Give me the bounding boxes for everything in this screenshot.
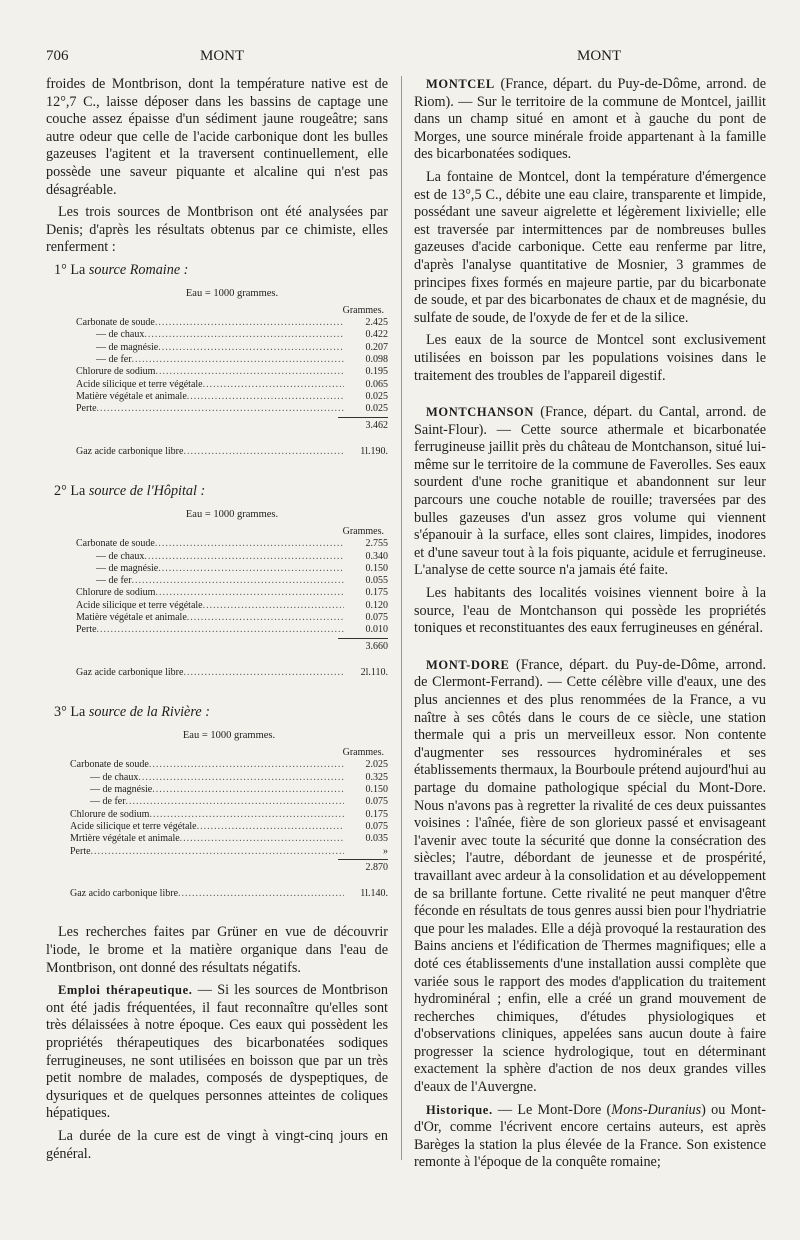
table-row: — de magnésie ..... 0.150	[76, 563, 388, 575]
table-row: — de fer ..... 0.098	[76, 354, 388, 366]
paragraph: Les eaux de la source de Montcel sont exclusivement utilisées en boisson par les populations voisines dans le traitement des troubles de l'appareil digestif.	[414, 332, 766, 384]
table-row: Acide silicique et terre végétale ..... 0.120	[76, 600, 388, 612]
entry-montchanson: MONTCHANSON (France, départ. du Cantal, arrond. de Saint-Flour). — Cette source athermale et bicarbonatée ferrugineuse jaillit près du château de Montchanson, situé lui-même sur le territoire de la commune de Faverolles. Ses eaux sourdent d'une roche granitique et abandonnent sur leur parcours une couche notable de rouille; traversées par des bulles gazeuses d'un assez gros volume qui viennent s'épanouir à la surface, elles sont claires, limpides, inodores et d'une saveur tout à la fois piquante, acidule et ferrugineuse. L'analyse de cette source n'a jamais été faite.	[414, 404, 766, 579]
paragraph: Emploi thérapeutique. — Si les sources de Montbrison ont été jadis fréquentées, il faut reconnaître qu'elles sont très délaissées à notre époque. Ces eaux qui possèdent les propriétés thérapeutiques des bicarbonatées sodiques ferrugineuses, ne sont utilisées en boisson que par un très petit nombre de malades, composés de dyspeptiques, de dysuriques et de quelques personnes atteintes de coliques hépatiques.	[46, 982, 388, 1122]
table-row: Matière végétale et animale ..... 0.075	[76, 612, 388, 624]
paragraph: Historique. — Le Mont-Dore (Mons-Duranius) ou Mont-d'Or, comme l'écrivent encore certains auteurs, est après Barèges la station la plus élevée de la France. Son existence remonte à l'époque de la conquête romaine;	[414, 1101, 766, 1171]
table-row: — de chaux ..... 0.422	[76, 329, 388, 341]
page-number: 706	[46, 48, 69, 64]
table-row: — de magnésie ..... 0.207	[76, 342, 388, 354]
unit-label: Grammes.	[342, 525, 384, 537]
column-divider	[401, 76, 402, 1160]
entry-head: MONTCEL	[426, 77, 495, 91]
table-total: 3.462	[76, 417, 388, 432]
analysis-table	[46, 288, 388, 459]
table-row: Matière végétale et animale ..... 0.025	[76, 391, 388, 403]
table-caption: Eau = 1000 grammes.	[185, 508, 279, 520]
right-column	[414, 76, 766, 1177]
paragraph: Les habitants des localités voisines viennent boire à la source, l'eau de Montchanson qui possède les propriétés toniques et reconstituantes des eaux ferrugineuses en général.	[414, 585, 766, 637]
unit-label: Grammes.	[342, 747, 384, 759]
source-heading: 3° La source de la Rivière :	[54, 704, 210, 721]
table-row: Chlorure de sodium ..... 0.175	[76, 587, 388, 599]
table-row: Perte ..... 0.010	[76, 624, 388, 636]
table-row: Chlorure de sodium ..... 0.175	[70, 809, 388, 821]
table-row: Mrtière végétale et animale ..... 0.035	[70, 833, 388, 845]
table-row: Chlorure de sodium ..... 0.195	[76, 366, 388, 378]
left-running-title: MONT	[200, 48, 245, 64]
table-row: — de fer ..... 0.075	[70, 796, 388, 808]
table-total: 3.660	[76, 638, 388, 653]
table-row: — de chaux ..... 0.325	[70, 772, 388, 784]
table-row: Acide silicique et terre végétale ..... 0.065	[76, 379, 388, 391]
source-heading: 1° La source Romaine :	[54, 261, 189, 278]
entry-montcel: MONTCEL (France, départ. du Puy-de-Dôme, arrond. de Riom). — Sur le territoire de la commune de Montcel, jaillit dans un champ situé en amont et à gauche du pont de Morges, une source minérale froide appartenant à la famille des bicarbonatées sodiques.	[414, 76, 766, 163]
paragraph: La durée de la cure est de vingt à vingt-cinq jours en général.	[46, 1127, 388, 1162]
table-row: Carbonate de soude ..... 2.755	[76, 538, 388, 550]
entry-mont-dore: MONT-DORE (France, départ. du Puy-de-Dôme, arrond. de Clermont-Ferrand). — Cette célèbre ville d'eaux, une des plus anciennes et des plus renommées de la France, a vu naître à ses côtés dans le cours de ce siècle, une station thermale qui a pris un merveilleux essor. Non contente d'augmenter ses ressources hydrominérales et ses établissements thermaux, la Bourboule prétend aujourd'hui au partage du domaine pathologique spécial du Mont-Dore. Nous n'avons pas à regretter la rivalité de ces deux puissantes voisines : l'aînée, fière de son glorieux passé et envisageant l'avenir avec toute la sécurité que donne la consécration des siècles; l'autre, débordant de jeunesse et de prospérité, travaillant avec ardeur à la consolidation et au développement de sa brillante fortune. Cette rivalité ne peut manquer d'être féconde en résultats de tous genres aussi bien pour l'hydriatrie que pour les malades. Elle a déjà provoqué la restauration des Bains anciens et l'édification de Thermes magnifiques; elle a doté ces établissements d'une installation aussi complète que variée sous le rapport des modes d'application du traitement hydrominéral ; enfin, elle a créé un grand mouvement de recherches chimiques, d'études physiologiques et d'observations cliniques, appelées sans aucun doute à faire progresser la science hydrologique, tout en déterminant exactement la sphère d'action de nos deux grandes villes d'eaux de l'Auvergne.	[414, 656, 767, 1096]
table-row: Perte ..... 0.025	[76, 403, 388, 415]
gas-row: Gaz acide carbonique libre ..... 2l.110.	[76, 667, 388, 679]
left-column	[46, 76, 388, 1168]
paragraph: Les recherches faites par Grüner en vue de découvrir l'iode, le brome et la matière organique dans l'eau de Montbrison, ont donné des résultats négatifs.	[46, 924, 388, 976]
gas-row: Gaz acido carbonique libre ..... 1l.140.	[70, 888, 388, 900]
table-caption: Eau = 1000 grammes.	[182, 729, 276, 741]
paragraph: La fontaine de Montcel, dont la température d'émergence est de 13°,5 C., débite une eau claire, transparente et limpide, possédant une saveur aigrelette et légèrement lixivielle; elle est traversée par intermittences par de nombreuses bulles gazeuses d'acide carbonique. Cette eau renferme par litre, d'après l'analyse quantitative de Mosnier, 3 grammes de principes fixes formés en majeure partie, par du bicarbonate de soude, et par des bicarbonates de chaux et de magnésie, du sulfate de soude, de l'oxyde de fer et de la silice.	[414, 168, 766, 326]
section-head: Historique.	[426, 1102, 493, 1117]
entry-head: MONTCHANSON	[426, 405, 534, 420]
paragraph: froides de Montbrison, dont la température native est de 12°,7 C., laisse déposer dans les bassins de captage une couche assez épaisse d'un sédiment jaune rougeâtre; sans autre odeur que celle de l'acide carbonique dont les bulles gazeuses l'agitent et la traversent continuellement, elle possède une saveur piquante et alcaline qui n'est pas désagréable.	[46, 76, 388, 198]
paragraph: Les trois sources de Montbrison ont été analysées par Denis; d'après les résultats obtenus par ce chimiste, elles renferment :	[46, 204, 388, 256]
table-caption: Eau = 1000 grammes.	[185, 287, 279, 299]
table-row: — de fer ..... 0.055	[76, 575, 388, 587]
table-row: Perte ..... »	[70, 846, 388, 858]
unit-label: Grammes.	[342, 304, 384, 316]
right-running-title: MONT	[577, 48, 622, 64]
entry-head: MONT-DORE	[426, 657, 510, 672]
analysis-table	[46, 509, 388, 680]
table-total: 2.870	[70, 859, 388, 874]
gas-row: Gaz acide carbonique libre ..... 1l.190.	[76, 446, 388, 458]
source-heading: 2° La source de l'Hôpital :	[54, 483, 206, 500]
analysis-table	[46, 730, 388, 901]
page-header	[0, 48, 800, 72]
table-row: Carbonate de soude ..... 2.425	[76, 317, 388, 329]
section-head: Emploi thérapeutique.	[58, 983, 193, 998]
table-row: — de chaux ..... 0.340	[76, 551, 388, 563]
table-row: Carbonate de soude ..... 2.025	[70, 759, 388, 771]
table-row: Acide silicique et terre végétale ..... 0.075	[70, 821, 388, 833]
table-row: — de magnésie ..... 0.150	[70, 784, 388, 796]
